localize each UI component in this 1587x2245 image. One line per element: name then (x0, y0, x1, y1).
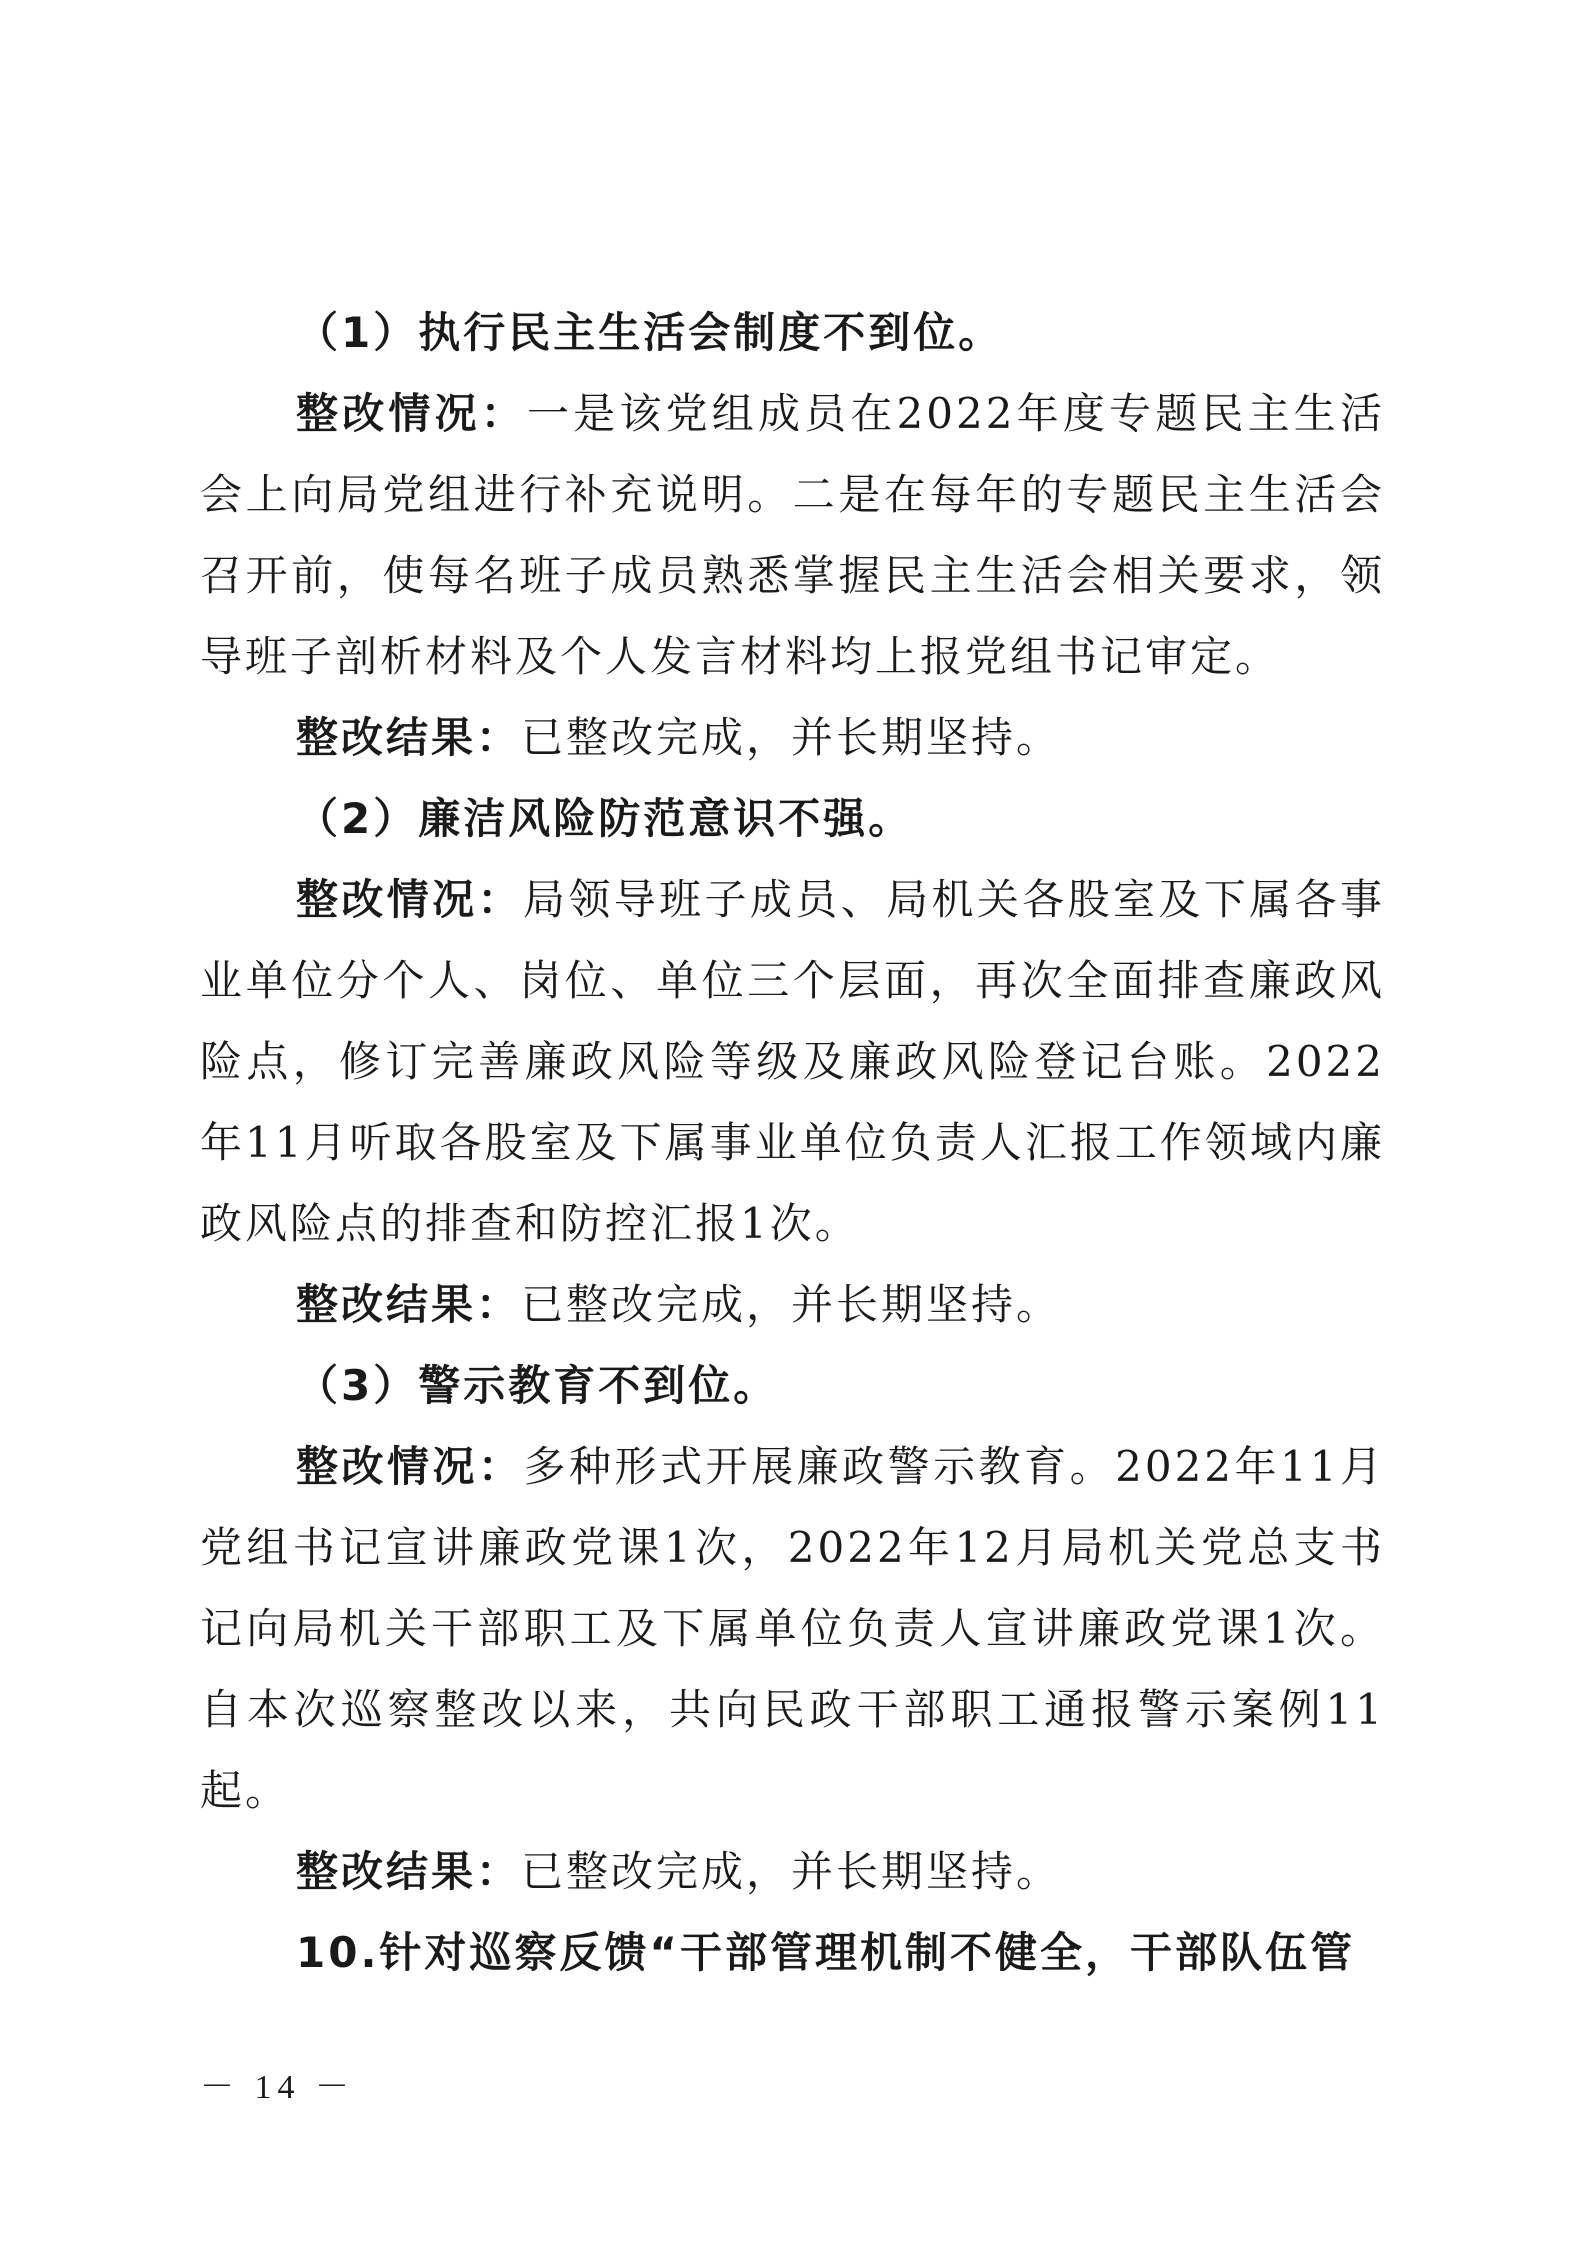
rectification-result-paragraph (200, 1264, 1385, 1345)
paragraph-text: 针对巡察反馈“干部管理机制不健全，干部队伍管 (379, 1928, 1356, 1977)
document-body (200, 292, 1385, 1993)
section-heading-2: （2）廉洁风险防范意识不强。 (296, 794, 914, 843)
paragraph-label: 整改情况： (296, 875, 523, 924)
rectification-result-paragraph (200, 697, 1385, 778)
paragraph-label: 整改结果： (296, 713, 522, 762)
paragraph-label: 整改情况： (296, 389, 527, 438)
paragraph-label: 整改结果： (296, 1847, 522, 1896)
page-number: － 14 － (200, 2069, 355, 2106)
paragraph-label: 整改情况： (296, 1442, 524, 1491)
rectification-status-paragraph (200, 373, 1385, 697)
section-heading-3: （3）警示教育不到位。 (296, 1361, 779, 1410)
paragraph-text: 多种形式开展廉政警示教育。2022年11月党组书记宣讲廉政党课1次，2022年12月局机关党总支书记向局机关干部职工及下属单位负责人宣讲廉政党课1次。自本次巡察整改以来，共向民政干部职工通报警示案例11起。 (200, 1442, 1385, 1815)
rectification-status-paragraph (200, 859, 1385, 1264)
paragraph-text: 一是该党组成员在2022年度专题民主生活会上向局党组进行补充说明。二是在每年的专题民主生活会召开前，使每名班子成员熟悉掌握民主生活会相关要求，领导班子剖析材料及个人发言材料均上报党组书记审定。 (200, 389, 1385, 681)
item-10-paragraph (200, 1912, 1385, 1993)
paragraph-label: 整改结果： (296, 1280, 522, 1329)
paragraph-text: 已整改完成，并长期坚持。 (521, 713, 1062, 762)
paragraph-text: 已整改完成，并长期坚持。 (521, 1280, 1062, 1329)
paragraph-text: 局领导班子成员、局机关各股室及下属各事业单位分个人、岗位、单位三个层面，再次全面排查廉政风险点，修订完善廉政风险等级及廉政风险登记台账。2022年11月听取各股室及下属事业单位负责人汇报工作领域内廉政风险点的排查和防控汇报1次。 (200, 875, 1385, 1248)
paragraph-text: 已整改完成，并长期坚持。 (521, 1847, 1062, 1896)
rectification-result-paragraph (200, 1831, 1385, 1912)
item-number: 10. (296, 1928, 380, 1977)
section-heading-1: （1）执行民主生活会制度不到位。 (296, 308, 1004, 357)
rectification-status-paragraph (200, 1426, 1385, 1831)
